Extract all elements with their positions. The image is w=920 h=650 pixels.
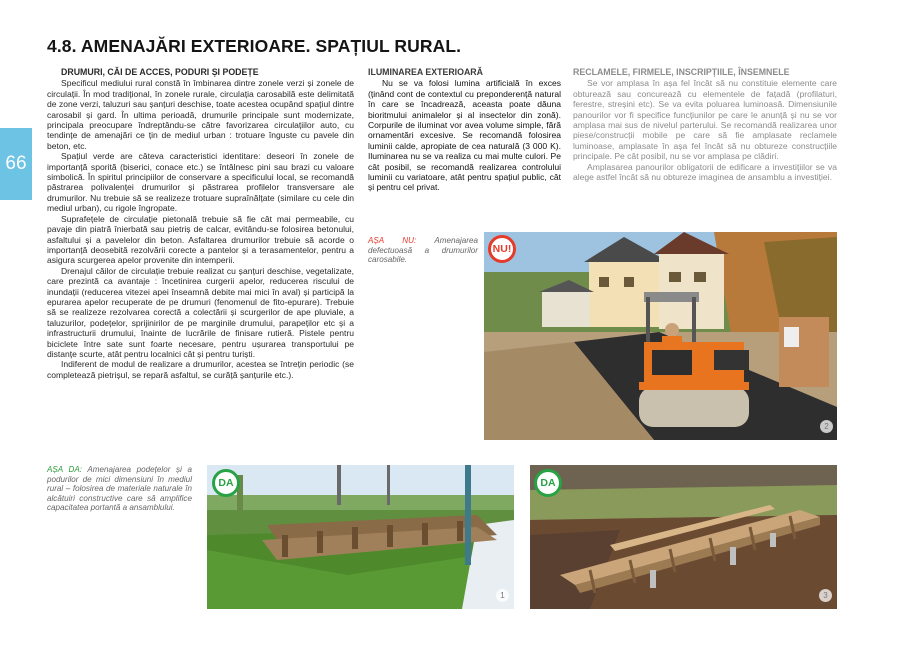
recommended-badge: DA: [212, 469, 240, 497]
section-lighting: [368, 67, 561, 193]
section-lighting-heading: ILUMINAREA EXTERIOARĂ: [368, 67, 484, 77]
section-signage-heading: RECLAMELE, FIRMELE, INSCRIPȚIILE, ÎNSEMNELE: [573, 67, 790, 77]
photo-number: 1: [496, 589, 509, 602]
caption-good-label: AȘA DA:: [47, 465, 83, 474]
paragraph: Drenajul căilor de circulație trebuie realizat cu șanțuri deschise, vegetalizate, care prezintă ca avantaje : încetinirea curgerii apelor, reducerea riscului de inundații (reducerea vitezei apei înseamnă debite mai mici în aval) și participă la epurarea apelor recuperate de pe drumuri (fenomenul de fito-epurare). Trebuie să se realizeze rezolvarea corectă a colectării și scurgerilor de ape pluviale, a taluzurilor, podețelor, sprijinirilor de pe marginile drumului, parapeților etc și a infrastructurii drumului, înainte de lucrările de finisare rutieră. Pistele pentru biciclete între sate sunt foarte necesare, pentru ușurarea transportului pe distanțe scurte, atât pentru localnici cât și pentru turiști.: [47, 265, 354, 359]
recommended-badge: DA: [534, 469, 562, 497]
caption-bad-label: AȘA NU:: [368, 236, 417, 245]
paragraph: Spațiul verde are câteva caracteristici identitare: deseori în zonele de importanță sporită (biserici, conace etc.) se întâlnesc pini sau brazi cu valoare simbolică. În spiritul principiilor de conservare a specificului local, se recomandă păstrarea polivalenței drumurilor și păstrarea profilelor transversare ale drumurilor. Nu trebuie să se realizeze trotuare supraînălțate (similare cu cele din mediul urban), cu rigole îngropate.: [47, 151, 354, 214]
paragraph: Suprafețele de circulație pietonală trebuie să fie cât mai permeabile, cu pavaje din piatră înierbată sau pietriș de calcar, evitându-se folosirea betonului, asfaltului și a pavelelor din beton. Asfaltarea drumurilor trebuie să acorde o importanță deosebită rezolvării corecte a pantelor și a terasamentelor, pentru a asigura scurgerea apelor provenite din intemperii.: [47, 213, 354, 266]
caption-bad-example: [368, 236, 478, 265]
paragraph: Amplasarea panourilor obligatorii de edificare a investițiilor se va alege astfel încât să nu obtureze imaginea de ansamblu a investiției.: [573, 161, 837, 183]
paragraph: Nu se va folosi lumina artificială în exces (ținând cont de contextul cu preponderență natural în care se încadrează, aceasta poate dăuna bioritmului animalelor și al insectelor din zonă). Corpurile de iluminat vor avea volume simple, fără ornamentări excesive. Se recomandă folosirea luminii calde, apropiate de cea naturală (3 000 K). Iluminarea nu se va realiza cu mai multe culori. Pe cât posibil, se recomandă realizarea controlului luminii cu variatoare, atât pentru spațiul public, cât și pentru cel privat.: [368, 78, 561, 193]
photo-number: 2: [820, 420, 833, 433]
paragraph: Indiferent de modul de realizare a drumurilor, acestea se întrețin periodic (se completează pietrișul, se repară asfaltul, se curăță șanțurile etc.).: [47, 359, 354, 380]
caption-good-example: [47, 465, 192, 513]
photo-footbridge: [207, 465, 514, 609]
caption-good-text: Amenajarea podețelor și a podurilor de mici dimensiuni în mediul rural – folosirea de materiale naturale în alcătuiri constructive care să amplifice capacitatea portantă a ansamblului.: [47, 465, 193, 512]
photo-road-roller: [484, 232, 837, 440]
paragraph: Specificul mediului rural constă în îmbinarea dintre zonele verzi și zonele de circulații. În mod tradițional, în zonele rurale, circulația carosabilă este delimitată de zone verzi, taluzuri sau șanțuri deschise, toate acestea ocupând spațiul dintre carosabil și gard. În ultima perioadă, drumurile principale sunt modernizate, principala preocupare îndreptându-se către favorizarea circulațiilor auto, cu tendințe de amenajări ce țin de mediul urban : trotuare înguste cu pavele din beton, etc.: [47, 78, 354, 151]
section-signage: [573, 67, 837, 182]
photo-number: 3: [819, 589, 832, 602]
page-number-tab: 66: [0, 128, 32, 200]
not-recommended-badge: NU!: [488, 235, 516, 263]
caption-bad-text: Amenajarea defectuoasă a drumurilor carosabile.: [368, 236, 478, 264]
section-roads-heading: DRUMURI, CĂI DE ACCES, PODURI ȘI PODEȚE: [61, 67, 259, 77]
section-roads: [47, 67, 354, 380]
paragraph: Se vor amplasa în așa fel încât să nu constituie elemente care obturează sau concurează cu elementele de fațadă (profilaturi, ferestre, streșini etc). Se va evita poluarea luminoasă. Dimensiunile panourilor vor fi specifice funcțiunilor pe care le anunță și nu se vor amplasa mai sus de nivelul parterului. Se recomandă realizarea unor piese/construcții mobile pe care să fie amplasate reclamele luminoase, amplasate în așa fel încât să nu obtureze construcțiile principale. Pe cât posibil, nu se vor amplasa pe clădiri.: [573, 78, 837, 162]
photo-ramp-bridge: [530, 465, 837, 609]
page-title: 4.8. AMENAJĂRI EXTERIOARE. SPAȚIUL RURAL.: [47, 36, 462, 56]
